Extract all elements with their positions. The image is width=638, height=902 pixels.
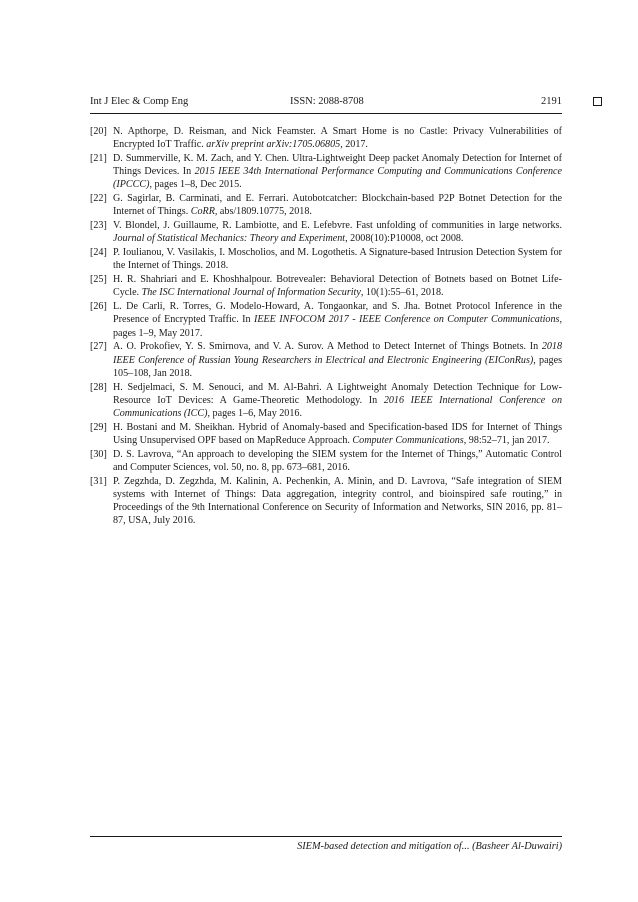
reference-venue: 2018 IEEE Conference of Russian Young Researchers in Electrical and Electronic Engineering (EIConRus) [113,341,562,366]
reference-item [90,273,562,299]
reference-label: [26] [90,301,107,313]
reference-list [90,125,562,528]
reference-text: , 10(1):55–61, 2018. [360,287,444,299]
reference-label: [24] [90,247,107,259]
reference-item [90,152,562,192]
reference-text: , pages 1–8, Dec 2015. [149,179,242,191]
page-number: 2191 [541,96,562,107]
reference-venue: arXiv preprint arXiv:1705.06805 [206,139,341,151]
reference-item [90,300,562,340]
reference-text: , pages 1–6, May 2016. [207,408,302,420]
header-divider [90,113,562,114]
reference-text: , 2017. [340,139,368,151]
reference-venue: Journal of Statistical Mechanics: Theory and Experiment [113,233,346,245]
reference-item [90,125,562,151]
reference-label: [22] [90,193,107,205]
reference-label: [28] [90,381,107,393]
reference-text: P. Zegzhda, D. Zegzhda, M. Kalinin, A. Pechenkin, A. Minin, and D. Lavrova, “Safe integration of SIEM systems with Internet of Things: Data aggregation, integrity control, and bioinspired safe routing,” in Proceedings of the 9th International Conference on Security of Information and Networks, SIN 2016, pp. 81–87, USA, July 2016. [113,475,562,527]
reference-text: V. Blondel, J. Guillaume, R. Lambiotte, and E. Lefebvre. Fast unfolding of communities in large networks. [113,220,562,232]
reference-item [90,381,562,421]
reference-item [90,421,562,447]
reference-venue: 2015 IEEE 34th International Performance Computing and Communications Conference (IPCCC) [113,166,562,191]
reference-venue: CoRR [190,206,215,218]
journal-name: Int J Elec & Comp Eng [90,96,189,107]
reference-text: L. De Carli, R. Torres, G. Modelo-Howard, A. Tongaonkar, and S. Jha. Botnet Protocol Inference in the Presence of Encrypted Traffic. In [113,301,562,326]
reference-label: [27] [90,341,107,353]
reference-text: H. Bostani and M. Sheikhan. Hybrid of Anomaly-based and Specification-based IDS for Internet of Things Using Unsupervised OPF based on MapReduce Approach. [113,421,562,447]
reference-text: D. Summerville, K. M. Zach, and Y. Chen. Ultra-Lightweight Deep packet Anomaly Detection for Internet of Things Devices. In [113,153,562,178]
reference-text: A. O. Prokofiev, Y. S. Smirnova, and V. A. Surov. A Method to Detect Internet of Things Botnets. In [113,341,542,353]
reference-label: [21] [90,153,107,164]
reference-text: , 98:52–71, jan 2017. [463,435,550,447]
reference-item [90,475,562,528]
reference-venue: The ISC International Journal of Information Security [141,287,361,299]
issn-label: ISSN: 2088-8708 [290,96,364,107]
reference-label: [20] [90,126,107,137]
reference-item [90,192,562,218]
reference-text: , pages 1–9, May 2017. [113,314,562,339]
reference-label: [30] [90,448,107,460]
reference-text: G. Sagirlar, B. Carminati, and E. Ferrari. Autobotcatcher: Blockchain-based P2P Botnet Detection for the Internet of Things. [113,193,562,218]
page-header [90,96,562,112]
footer-divider [90,836,562,837]
square-box-icon [593,97,602,106]
reference-item [90,219,562,245]
reference-label: [31] [90,475,107,487]
reference-text: , 2008(10):P10008, oct 2008. [345,233,464,245]
reference-venue: Computer Communications [352,435,464,447]
reference-text: , pages 105–108, Jan 2018. [113,354,563,379]
reference-text: P. Ioulianou, V. Vasilakis, I. Moscholios, and M. Logothetis. A Signature-based Intrusion Detection System for the Internet of Things. 2018. [113,247,562,272]
reference-label: [23] [90,220,107,232]
reference-text: H. Sedjelmaci, S. M. Senouci, and M. Al-Bahri. A Lightweight Anomaly Detection Technique for Low-Resource IoT Devices: A Game-Theoretic Methodology. In [113,381,562,406]
reference-label: [25] [90,274,107,286]
reference-text: , abs/1809.10775, 2018. [214,206,312,218]
reference-text: N. Apthorpe, D. Reisman, and Nick Feamster. A Smart Home is no Castle: Privacy Vulnerabilities of Encrypted IoT Traffic. [113,126,562,151]
reference-text: H. R. Shahriari and E. Khoshhalpour. Botrevealer: Behavioral Detection of Botnets based on Botnet Life-Cycle. [113,274,562,299]
reference-item [90,246,562,272]
reference-venue: IEEE INFOCOM 2017 - IEEE Conference on Computer Communications [253,314,560,326]
reference-label: [29] [90,421,107,433]
running-title: SIEM-based detection and mitigation of... (Basheer Al-Duwairi) [297,841,562,852]
reference-item [90,340,562,380]
reference-venue: 2016 IEEE International Conference on Communications (ICC) [113,394,563,420]
reference-item [90,448,562,474]
reference-text: D. S. Lavrova, “An approach to developing the SIEM system for the Internet of Things,” Automatic Control and Computer Sciences, vol. 50, no. 8, pp. 673–681, 2016. [113,448,562,474]
